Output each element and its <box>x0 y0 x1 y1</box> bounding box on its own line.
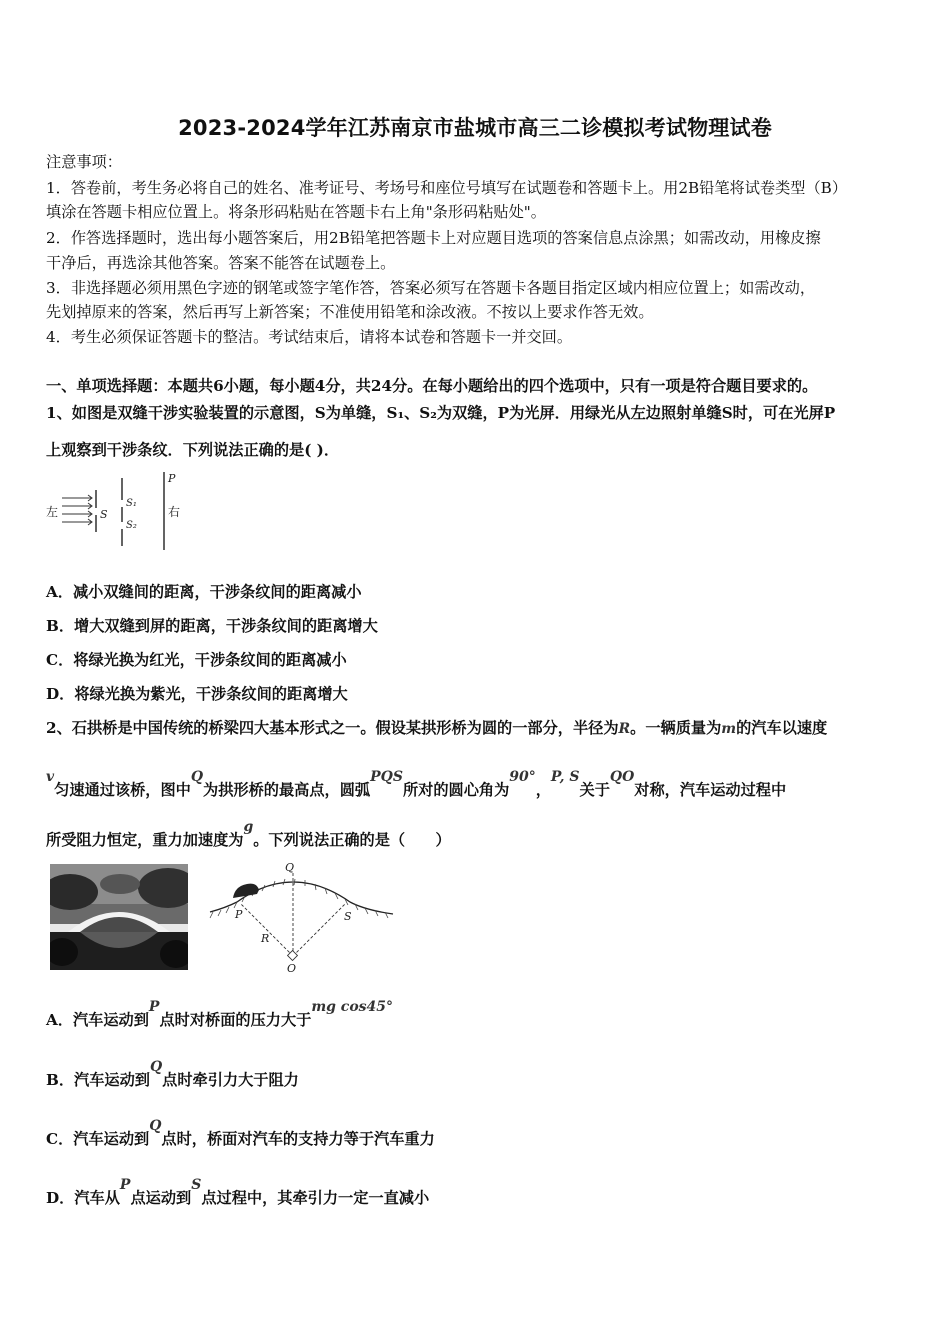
q1-option-c: C．将绿光换为红光，干涉条纹间的距离减小 <box>46 651 347 669</box>
page-title: 2023-2024学年江苏南京市盐城市高三二诊模拟考试物理试卷 <box>178 116 772 140</box>
fig-label-s1: S₁ <box>126 498 137 509</box>
option-text: 点时对桥面的压力大于 <box>159 1011 312 1029</box>
q1-option-b: B．增大双缝到屏的距离，干涉条纹间的距离增大 <box>46 617 378 635</box>
option-text: 点运动到 <box>130 1189 192 1207</box>
var-s: S <box>191 1177 202 1193</box>
notice-line: 2．作答选择题时，选出每小题答案后，用2B铅笔把答题卡上对应题目选项的答案信息点涂黑；如需改动，用橡皮擦 <box>46 229 821 247</box>
q2-stem-line1 <box>46 718 827 739</box>
notice-line: 填涂在答题卡相应位置上。将条形码粘贴在答题卡右上角"条形码粘贴处"。 <box>46 203 546 221</box>
q2-text: 。下列说法正确的是（ ） <box>253 831 451 849</box>
var-r: R <box>618 721 631 737</box>
q2-text: 2、石拱桥是中国传统的桥梁四大基本形式之一。假设某拱形桥为圆的一部分，半径为 <box>46 719 619 737</box>
bridge-photo <box>50 864 188 970</box>
var-ps: P, S <box>550 769 580 785</box>
q2-text: 为拱形桥的最高点，圆弧 <box>203 781 371 799</box>
fig-label-right: 右 <box>168 505 181 519</box>
fig-label-left: 左 <box>46 505 59 519</box>
notice-heading: 注意事项： <box>46 153 122 171</box>
option-text: 点时牵引力大于阻力 <box>162 1071 299 1089</box>
q1-option-a: A．减小双缝间的距离，干涉条纹间的距离减小 <box>46 583 362 601</box>
notice-line: 4．考生必须保证答题卡的整洁。考试结束后，请将本试卷和答题卡一并交回。 <box>46 328 573 346</box>
fig-label-p: P <box>168 472 176 485</box>
option-text: 点过程中，其牵引力一定一直减小 <box>201 1189 430 1207</box>
notice-line: 先划掉原来的答案，然后再写上新答案；不准使用铅笔和涂改液。不按以上要求作答无效。 <box>46 303 654 321</box>
fig-label-s: S <box>100 508 108 521</box>
q2-text: 对称，汽车运动过程中 <box>634 781 787 799</box>
label-s: S <box>344 910 352 923</box>
option-text: D．汽车从 <box>46 1189 120 1207</box>
option-text: B．汽车运动到 <box>46 1071 150 1089</box>
q2-text: 所受阻力恒定，重力加速度为 <box>46 831 244 849</box>
radius-op <box>241 904 293 956</box>
var-pqs: PQS <box>370 769 403 785</box>
q2-text: ， <box>535 781 551 799</box>
section-heading: 一、单项选择题：本题共6小题，每小题4分，共24分。在每小题给出的四个选项中，只有一项是符合题目要求的。 <box>46 377 818 395</box>
light-rays <box>62 495 92 525</box>
q2-option-d <box>46 1177 430 1209</box>
notice-line: 干净后，再选涂其他答案。答案不能答在试题卷上。 <box>46 254 396 272</box>
q1-stem: 上观察到干涉条纹．下列说法正确的是( )． <box>46 441 340 459</box>
q2-option-b <box>46 1059 299 1091</box>
q1-option-d: D．将绿光换为紫光，干涉条纹间的距离增大 <box>46 685 348 703</box>
q2-text: 的汽车以速度 <box>736 719 828 737</box>
notice-line: 1．答卷前，考生务必将自己的姓名、准考证号、考场号和座位号填写在试题卷和答题卡上。用2B铅笔将试卷类型（B） <box>46 179 848 197</box>
label-q: Q <box>285 861 295 874</box>
var-qo: QO <box>609 769 635 785</box>
q2-stem-line3 <box>46 819 451 851</box>
angle-90: 90° <box>509 769 536 785</box>
var-p: P <box>148 999 160 1015</box>
q2-text: 匀速通过该桥，图中 <box>54 781 191 799</box>
fig-label-s2: S₂ <box>126 520 137 531</box>
var-m: m <box>721 721 737 737</box>
notice-line: 3．非选择题必须用黑色字迹的钢笔或签字笔作答，答案必须写在答题卡各题目指定区域内相应位置上；如需改动， <box>46 279 816 297</box>
option-text: C．汽车运动到 <box>46 1130 150 1148</box>
q2-text: 。一辆质量为 <box>630 719 722 737</box>
var-p: P <box>119 1177 131 1193</box>
label-o: O <box>287 962 297 975</box>
label-r: R <box>261 932 270 945</box>
var-g: g <box>243 819 254 835</box>
q2-diagram <box>205 860 400 975</box>
expr-mgcos45: mg cos45° <box>311 999 394 1015</box>
radius-os <box>293 904 345 956</box>
option-text: A．汽车运动到 <box>46 1011 149 1029</box>
q1-stem: 1、如图是双缝干涉实验装置的示意图，S为单缝，S₁、S₂为双缝，P为光屏．用绿光从左边照射单缝S时，可在光屏P <box>46 404 836 422</box>
q2-stem-line2 <box>46 769 787 801</box>
q2-text: 所对的圆心角为 <box>402 781 510 799</box>
q2-option-a <box>46 999 394 1031</box>
q2-option-c <box>46 1118 435 1150</box>
q1-figure <box>44 470 194 552</box>
var-q: Q <box>149 1059 163 1075</box>
q2-text: 关于 <box>579 781 610 799</box>
var-q: Q <box>190 769 204 785</box>
option-text: 点时，桥面对汽车的支持力等于汽车重力 <box>161 1130 435 1148</box>
var-v: v <box>46 769 55 785</box>
label-p: P <box>235 908 243 921</box>
var-q: Q <box>149 1118 162 1134</box>
